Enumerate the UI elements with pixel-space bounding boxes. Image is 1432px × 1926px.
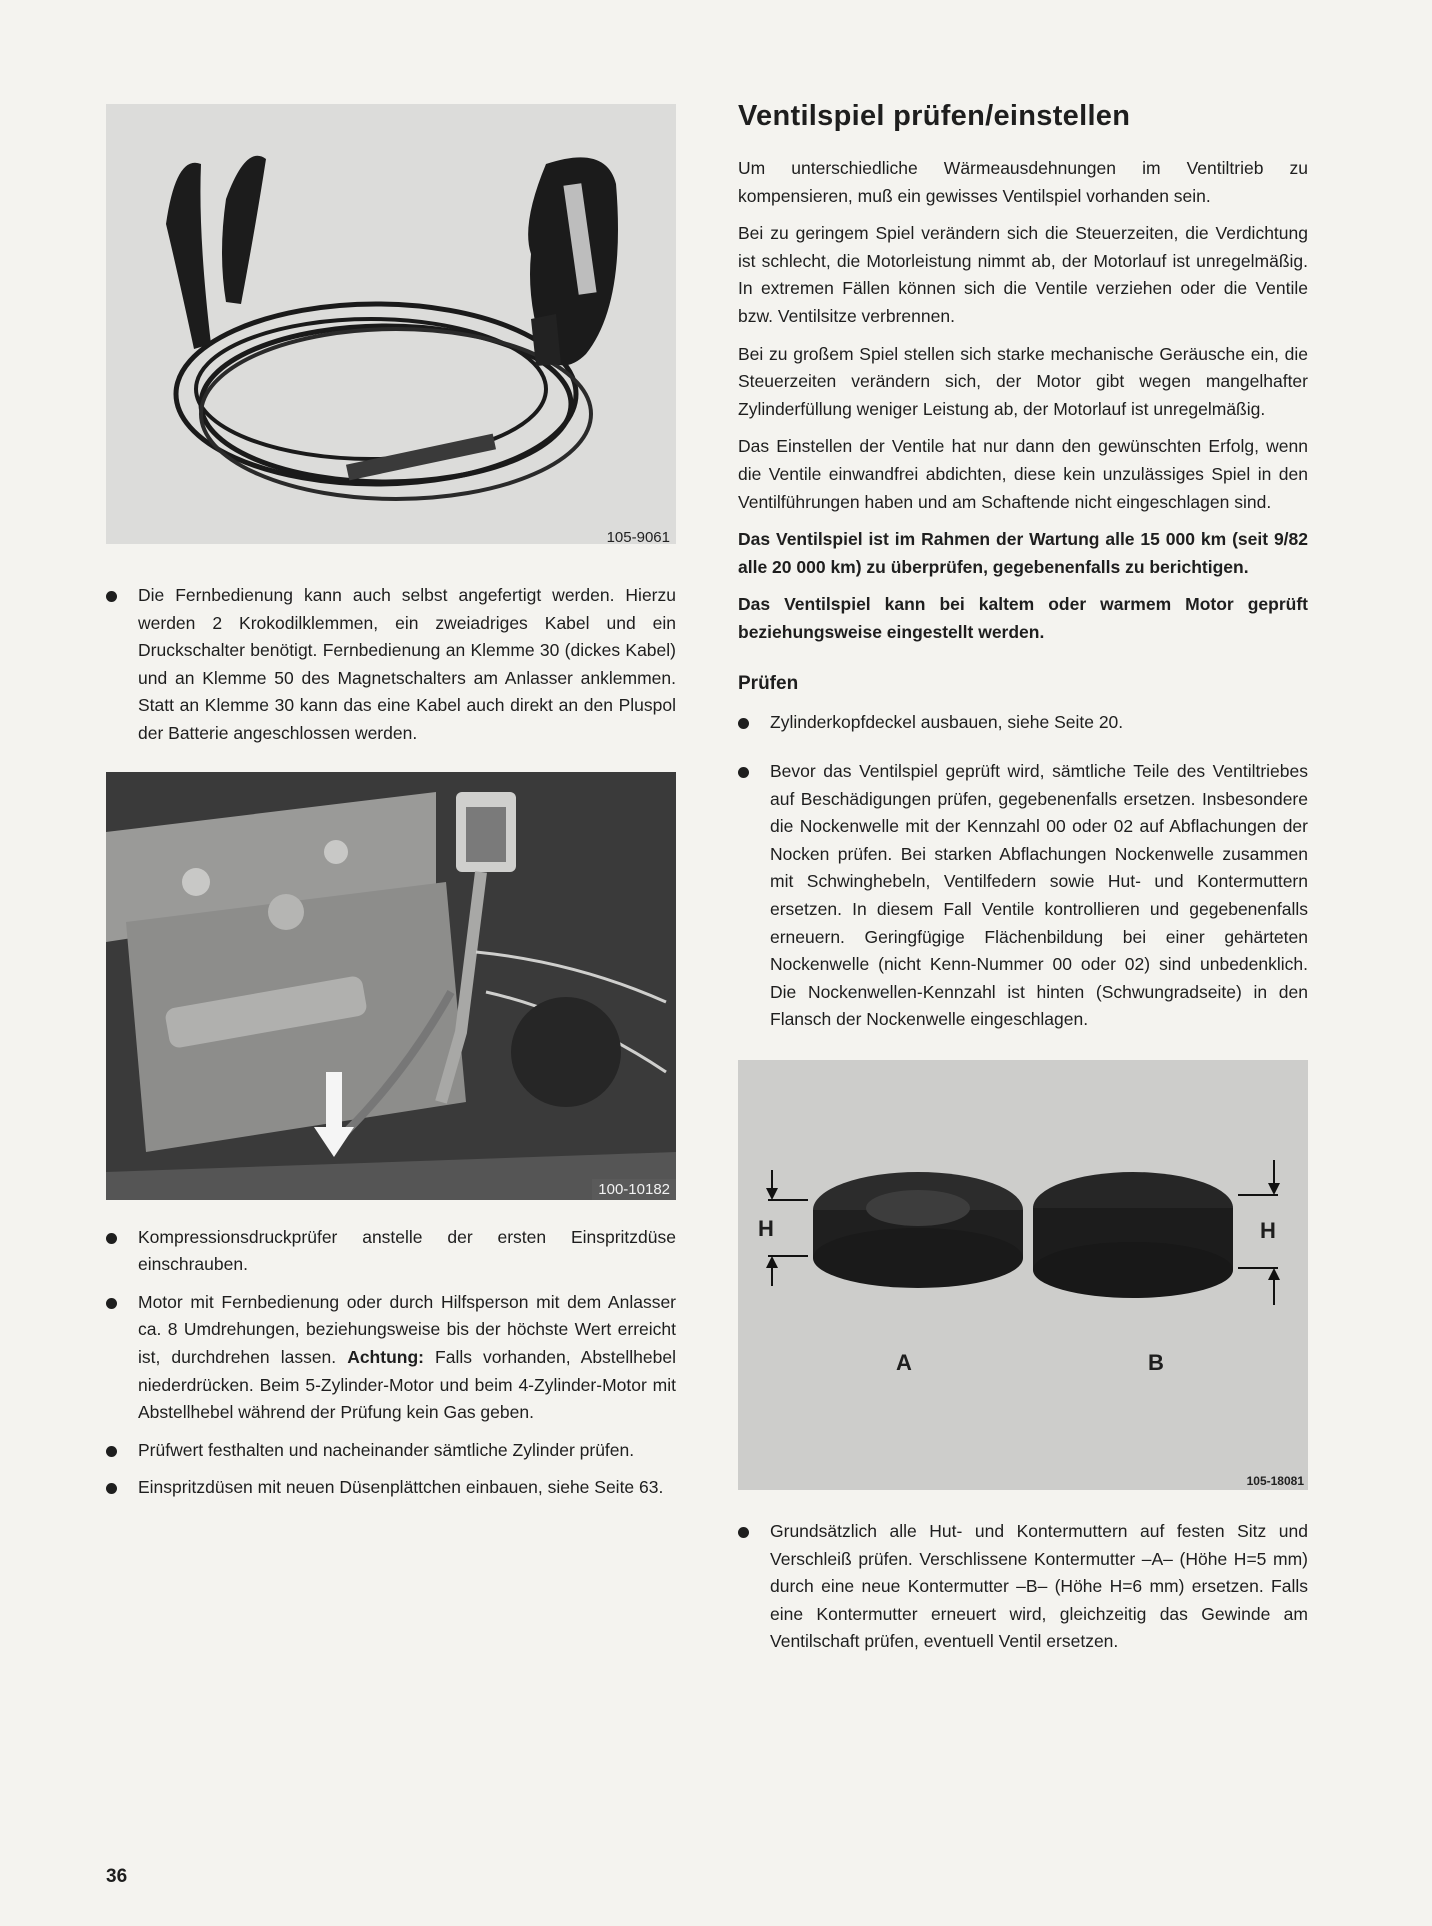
nut-label-a: A (896, 1350, 912, 1376)
figure-number-nuts: 105-18081 (1246, 1474, 1304, 1489)
figure-number-remote: 105-9061 (606, 529, 670, 544)
remote-control-illustration (106, 104, 676, 544)
nuts-photo (738, 1060, 1308, 1490)
list-item: Grundsätzlich alle Hut- und Kontermuttern auf festen Sitz und Verschleiß prüfen. Verschlissene Kontermutter –A– (Höhe H=5 mm) durch eine neue Kontermutter –B– (Höhe H=6 mm) ersetzen. Falls eine Kontermutter erneuert wird, gleichzeitig das Gewinde am Ventilschaft prüfen, eventuell Ventil ersetzen. (738, 1518, 1308, 1656)
dimension-label-b: H (1260, 1218, 1276, 1244)
engine-illustration (106, 772, 676, 1200)
list-item: Bevor das Ventilspiel geprüft wird, sämtliche Teile des Ventiltriebes auf Beschädigungen prüfen, gegebenenfalls ersetzen. Insbesondere die Nockenwelle mit der Kennzahl 00 oder 02 auf Abflachungen der Nocken prüfen. Bei starken Abflachungen Nockenwelle zusammen mit Schwinghebeln, Ventilfedern sowie Hut- und Kontermuttern ersetzen. In diesem Fall Ventile kontrollieren und gegebenenfalls erneuern. Geringfügige Flächenbildung bei einer gehärteten Nockenwelle (nicht Kenn-Nummer 00 oder 02) sind unbedenklich. Die Nockenwellen-Kennzahl ist hinten (Schwungradseite) in den Flansch der Nockenwelle eingeschlagen. (738, 758, 1308, 1034)
motor-text-a: Motor mit Fernbedienung oder durch Hilfsperson mit dem Anlasser ca. 8 Umdrehungen, beziehungsweise bis der höchste Wert erreicht ist, durchdrehen lassen. (138, 1291, 676, 1367)
motor-text-b: Falls vorhanden, Abstellhebel niederdrücken. Beim 5-Zylinder-Motor und beim 4-Zylinder-Motor mit Abstellhebel während der Prüfung kein Gas geben. (138, 1346, 676, 1423)
remote-bullet-list (106, 582, 676, 748)
nut-label-b: B (1148, 1350, 1164, 1376)
bold-paragraph: Das Ventilspiel kann bei kaltem oder warmem Motor geprüft beziehungsweise eingestellt werden. (738, 594, 1308, 642)
motor-text-bold: Achtung: (347, 1346, 424, 1367)
check-bullet-list (738, 709, 1308, 1035)
engine-photo (106, 772, 676, 1200)
list-item: Zylinderkopfdeckel ausbauen, siehe Seite 20. (738, 709, 1308, 737)
list-item (106, 1289, 676, 1427)
dimension-label-a: H (758, 1216, 774, 1242)
list-item: Die Fernbedienung kann auch selbst angefertigt werden. Hierzu werden 2 Krokodilklemmen, ein zweiadriges Kabel und ein Druckschalter benötigt. Fernbedienung an Klemme 30 (dickes Kabel) und an Klemme 50 des Magnetschalters am Anlasser anklemmen. Statt an Klemme 30 kann das eine Kabel auch direkt an den Pluspol der Batterie angeschlossen werden. (106, 582, 676, 748)
right-column (738, 100, 1308, 1666)
paragraph: Bei zu großem Spiel stellen sich starke mechanische Geräusche ein, die Steuerzeiten verändern sich, der Motor gibt wegen mangelhafter Zylinderfüllung weniger Leistung ab, der Motorlauf ist unregelmäßig. (738, 343, 1308, 419)
nuts-bullet-list (738, 1518, 1308, 1656)
remote-control-photo (106, 104, 676, 544)
figure-number-engine: 100-10182 (592, 1179, 676, 1200)
compression-bullet-list (106, 1224, 676, 1502)
list-item: Einspritzdüsen mit neuen Düsenplättchen einbauen, siehe Seite 63. (106, 1474, 676, 1502)
paragraph: Um unterschiedliche Wärmeausdehnungen im Ventiltrieb zu kompensieren, muß ein gewisses Ventilspiel vorhanden sein. (738, 158, 1308, 206)
list-item: Kompressionsdruckprüfer anstelle der ersten Einspritzdüse einschrauben. (106, 1224, 676, 1279)
paragraph: Bei zu geringem Spiel verändern sich die Steuerzeiten, die Verdichtung ist schlecht, die Motorleistung nimmt ab, der Motorlauf ist unregelmäßig. In extremen Fällen können sich die Ventile verziehen oder die Ventile bzw. Ventilsitze verbrennen. (738, 223, 1308, 326)
bold-paragraph: Das Ventilspiel ist im Rahmen der Wartung alle 15 000 km (seit 9/82 alle 20 000 km) zu überprüfen, gegebenenfalls zu berichtigen. (738, 529, 1308, 577)
nuts-illustration (738, 1060, 1308, 1490)
section-subtitle: Prüfen (738, 672, 799, 694)
paragraph: Das Einstellen der Ventile hat nur dann den gewünschten Erfolg, wenn die Ventile einwandfrei abdichten, diese kein unzulässiges Spiel in den Ventilführungen haben und am Schaftende nicht eingeschlagen sind. (738, 436, 1308, 512)
left-column (106, 104, 676, 1512)
page-title: Ventilspiel prüfen/einstellen (738, 100, 1131, 132)
list-item: Prüfwert festhalten und nacheinander sämtliche Zylinder prüfen. (106, 1437, 676, 1465)
page-number: 36 (106, 1866, 128, 1887)
